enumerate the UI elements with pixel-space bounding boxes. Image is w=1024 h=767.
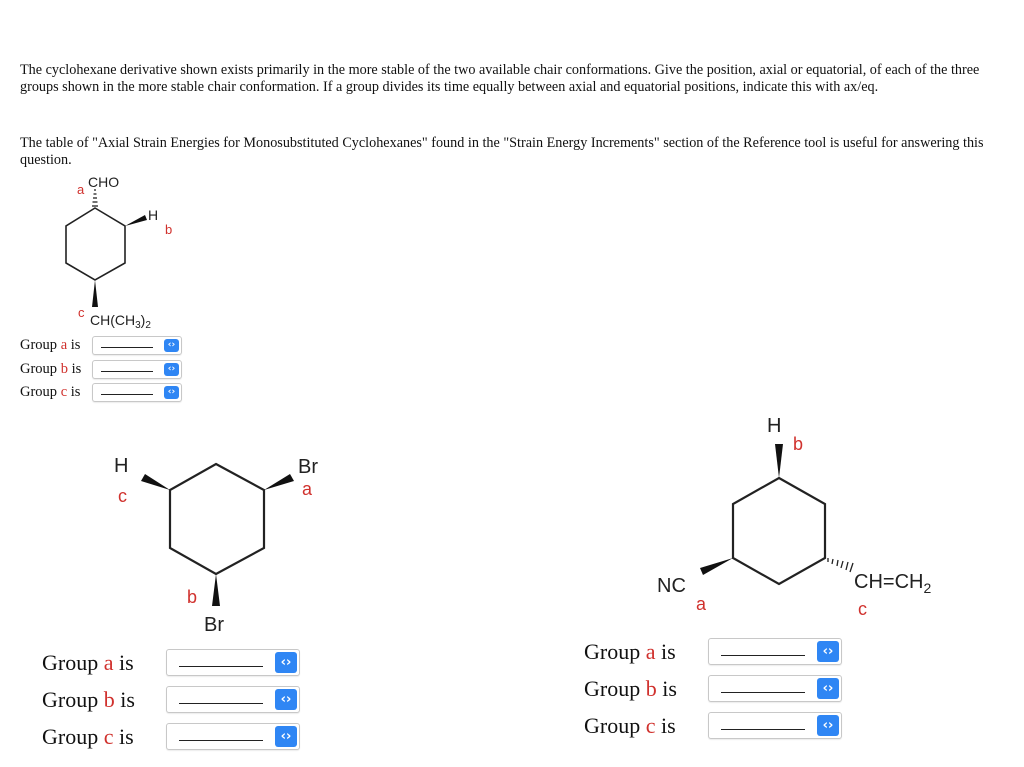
molecule-3-ring <box>733 478 825 584</box>
up-down-chevron-icon[interactable]: ‹› <box>817 678 839 699</box>
answer-row-1b <box>20 358 182 382</box>
molecule-3-wedge-bond-a <box>700 558 733 575</box>
molecule-1-wedge-bond-c <box>92 280 98 307</box>
answer-row-label: Group c is <box>584 712 676 738</box>
group-b-position-select[interactable] <box>92 360 182 379</box>
molecule-1-label-c: c <box>78 305 85 320</box>
answer-row-2a <box>42 644 300 681</box>
molecule-2-wedge-bond-a <box>264 474 294 490</box>
group-a-position-select[interactable] <box>708 638 842 665</box>
molecule-3-group-c: $CH=CH_2$ <box>854 571 932 596</box>
up-down-chevron-icon[interactable]: ‹› <box>817 715 839 736</box>
molecule-1-label-a: a <box>77 182 85 197</box>
answer-row-label: Group b is <box>42 686 135 712</box>
answer-row-3a <box>584 633 842 670</box>
select-value <box>721 655 805 656</box>
group-c-position-select[interactable] <box>166 723 300 750</box>
molecule-2-label-a: a <box>302 479 313 499</box>
select-value <box>101 394 153 395</box>
molecule-2-label-c: c <box>118 486 127 506</box>
molecule-2-ring <box>170 464 264 574</box>
select-value <box>179 703 263 704</box>
molecule-2-group-c: H <box>114 455 129 477</box>
molecule-2-group-b: Br <box>204 614 224 636</box>
up-down-chevron-icon[interactable]: ‹› <box>164 386 179 399</box>
answer-row-1a <box>20 334 182 358</box>
molecule-3-label-b: b <box>793 434 804 454</box>
answer-row-3c <box>584 707 842 744</box>
molecule-1-group-c: $CH(CH_3)_2$ <box>90 312 151 331</box>
molecule-2-group-a: Br <box>298 456 318 478</box>
group-a-position-select[interactable] <box>166 649 300 676</box>
select-value <box>179 666 263 667</box>
molecule-3-label-c: c <box>858 599 867 619</box>
molecule-3-structure <box>640 402 1000 622</box>
molecule-2-label-b: b <box>187 587 198 607</box>
select-value <box>179 740 263 741</box>
answer-row-3b <box>584 670 842 707</box>
answer-row-1c <box>20 381 182 405</box>
answer-group-1 <box>20 334 182 405</box>
answer-group-2 <box>42 644 300 755</box>
answer-row-label: Group a is <box>42 649 134 675</box>
molecule-1-label-b: b <box>165 222 173 237</box>
group-b-position-select[interactable] <box>708 675 842 702</box>
molecule-3-label-a: a <box>696 594 707 614</box>
up-down-chevron-icon[interactable]: ‹› <box>275 689 297 710</box>
molecule-2-structure <box>100 440 360 640</box>
select-value <box>721 729 805 730</box>
group-b-position-select[interactable] <box>166 686 300 713</box>
molecule-1-hashed-bond-a <box>92 190 98 206</box>
molecule-2-wedge-bond-b <box>212 574 220 606</box>
select-value <box>101 347 153 348</box>
molecule-3-group-a: NC <box>657 575 686 597</box>
answer-row-label: Group b is <box>584 675 677 701</box>
molecule-1-ring <box>66 208 125 280</box>
molecule-1-group-a: CHO <box>88 174 120 190</box>
up-down-chevron-icon[interactable]: ‹› <box>275 726 297 747</box>
up-down-chevron-icon[interactable]: ‹› <box>817 641 839 662</box>
group-a-position-select[interactable] <box>92 336 182 355</box>
up-down-chevron-icon[interactable]: ‹› <box>275 652 297 673</box>
group-c-position-select[interactable] <box>92 383 182 402</box>
molecule-1-structure <box>40 168 240 331</box>
answer-row-label: Group c is <box>20 384 81 401</box>
molecule-2-wedge-bond-c <box>141 474 170 490</box>
answer-row-2b <box>42 681 300 718</box>
question-paragraph-2: The table of "Axial Strain Energies for Monosubstituted Cyclohexanes" found in the "Strain Energy Increments" section of the Reference tool is useful for answering this question. <box>20 135 984 168</box>
molecule-3-group-b: H <box>767 415 782 437</box>
molecule-3-wedge-bond-b <box>775 444 783 478</box>
molecule-1-wedge-bond-b <box>125 215 147 226</box>
answer-row-label: Group c is <box>42 723 134 749</box>
answer-row-label: Group a is <box>20 337 81 354</box>
answer-row-label: Group a is <box>584 638 676 664</box>
up-down-chevron-icon[interactable]: ‹› <box>164 339 179 352</box>
answer-row-2c <box>42 718 300 755</box>
up-down-chevron-icon[interactable]: ‹› <box>164 363 179 376</box>
select-value <box>101 371 153 372</box>
question-paragraph-1: The cyclohexane derivative shown exists primarily in the more stable of the two available chair conformations. Give the position, axial or equatorial, of each of the three groups shown in the more stable chair conformation. If a group divides its time equally between axial and equatorial positions, indicate this with ax/eq. <box>20 62 980 95</box>
select-value <box>721 692 805 693</box>
molecule-3-hashed-bond-c <box>828 558 853 572</box>
answer-row-label: Group b is <box>20 360 82 377</box>
group-c-position-select[interactable] <box>708 712 842 739</box>
molecule-1-group-b: H <box>148 207 159 223</box>
answer-group-3 <box>584 633 842 744</box>
